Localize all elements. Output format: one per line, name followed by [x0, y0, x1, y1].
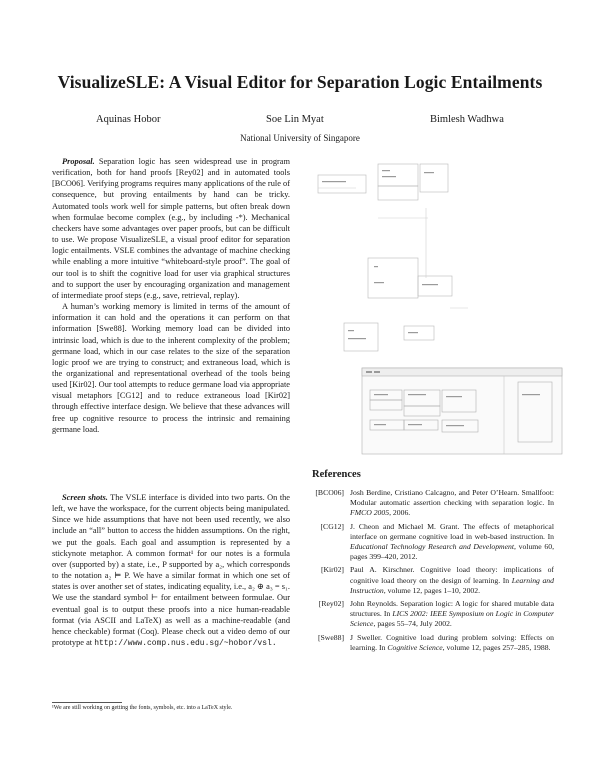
screenshot-figure [308, 158, 568, 458]
screenshot-bottom [362, 368, 562, 454]
sticky-note [418, 276, 452, 296]
sticky-note [344, 323, 378, 351]
sticky-note [378, 186, 418, 200]
reference-item [308, 565, 554, 596]
reference-text: J. Cheon and Michael M. Grant. The effects of metaphorical interface on germane cognitive load in web-based instruction. In Educational Technology Research and Development, volume 60, pages 399–420, 2012. [350, 521, 554, 562]
paper-title: VisualizeSLE: A Visual Editor for Separation Logic Entailments [57, 72, 543, 92]
author-hobor: Aquinas Hobor [96, 114, 161, 125]
vsle-window [362, 368, 562, 454]
sticky-note [318, 175, 366, 193]
proposal-heading: Proposal. [62, 157, 95, 166]
reference-item [308, 599, 554, 630]
sticky-note [420, 164, 448, 192]
reference-text: Paul A. Kirschner. Cognitive load theory: implications of cognitive load theory on the design of learning. In Learning and Instruction, volume 12, pages 1–10, 2002. [350, 565, 554, 595]
screenshots-paragraph [52, 492, 290, 649]
sticky-note [368, 258, 418, 298]
reference-item [308, 522, 554, 563]
screenshot-top-glyphs [322, 170, 438, 339]
affiliation: National University of Singapore [240, 133, 360, 143]
proposal-section [52, 156, 290, 435]
screenshot-top [318, 164, 468, 351]
reference-key: [Swe88] [317, 632, 344, 642]
screenshots-section [52, 492, 290, 649]
author-myat: Soe Lin Myat [266, 114, 324, 125]
footnote: ¹We are still working on getting the fonts, symbols, etc. into a LaTeX style. [52, 705, 233, 711]
reference-key: [Kir02] [320, 565, 344, 575]
reference-text: J Sweller. Cognitive load during problem solving: Effects on learning. In Cognitive Science, volume 12, pages 257–285, 1988. [350, 632, 554, 652]
footnote-rule [52, 702, 122, 703]
proposal-paragraph-2: A human’s working memory is limited in terms of the amount of information it can hold and the operations it can perform on that information [Swe88]. Working memory load can be divided into intrinsic load, which is due to the inherent complexity of the problem; germane load, which in our case relates to the size of the separation logic proof we are trying to construct; and extraneous load, which is the organizational and representational overhead of the tools being used [Kir02]. Our tool attempts to reduce germane load via appropriate visual metaphors [CG12] and to reduce extraneous load [Kir02] through effective interface design. We believe that these advances will free up cognitive resource to process the intrinsic and remaining germane load. [52, 302, 290, 434]
reference-text: Josh Berdine, Cristiano Calcagno, and Peter O’Hearn. Smallfoot: Modular automatic assertion checking with separation logic. In FMCO 2005, 2006. [350, 488, 554, 518]
author-wadhwa: Bimlesh Wadhwa [430, 114, 504, 125]
reference-key: [Rey02] [318, 599, 344, 609]
sticky-note [378, 164, 418, 186]
references-heading: References [312, 469, 361, 480]
reference-key: [CG12] [320, 521, 344, 531]
vsle-screenshots [308, 158, 568, 458]
screenshots-heading: Screen shots. [62, 493, 108, 502]
proposal-text-1: Separation logic has seen widespread use in program verification, both for hand proofs [Rey02] and in automated tools [BCO06]. Verifying programs requires many applications of the rule of consequence, but proving entailments by hand can be tricky. Automated tools work well for simple patterns, but often break down when formulae become complex (e.g., by including -*). Mechanical checkers have some advantages over paper proofs, but can be difficult to use. We propose VisualizeSLE, a visual proof editor for separation logic entailments. VSLE combines the advantage of machine checking while enabling a more intuitive “whiteboard-style proof”. The goal of our tool is to shift the cognitive load for user via graphical structures and to support the user by encouraging organization and management of intermediate proof steps (e.g., save, retrieval, replay). [52, 157, 290, 300]
proposal-paragraph-1 [52, 156, 290, 301]
reference-item [308, 633, 554, 653]
demo-url-link[interactable]: http://www.comp.nus.edu.sg/~hobor/vsl. [94, 639, 277, 649]
references-list [308, 488, 554, 656]
reference-text: John Reynolds. Separation logic: A logic for shared mutable data structures. In LICS 2002: IEEE Symposium on Logic in Computer Science, pages 55–74, July 2002. [350, 599, 555, 629]
reference-item [308, 488, 554, 519]
reference-key: [BCO06] [315, 488, 344, 497]
screenshots-text: The VSLE interface is divided into two parts. On the left, we have the workspace, for the current objects being manipulated. Since we hide assumptions that have not been used recently, we also include an “all” button to access the hidden assumptions. On the right, we put the goals. Each goal and assumption is represented by a stickynote metaphor. A common format¹ for our notes is a formula over (supported by) a state, i.e., P supported by a₂, which corresponds to the notation a₂ ⊨ P. We have a similar format in which one set of states is over another set of states, indicating equality, i.e., a₂ ⊕ a₃ = s₁. We use the standard symbol ⊢ for entailment between formulae. Our eventual goal is to output these proofs into a nice human-readable format (via ASCII and LaTeX) as well as a machine-readable (and hence checkable) format (Coq). Please check out a video demo of our prototype at [52, 493, 291, 648]
window-toolbar [362, 368, 562, 376]
